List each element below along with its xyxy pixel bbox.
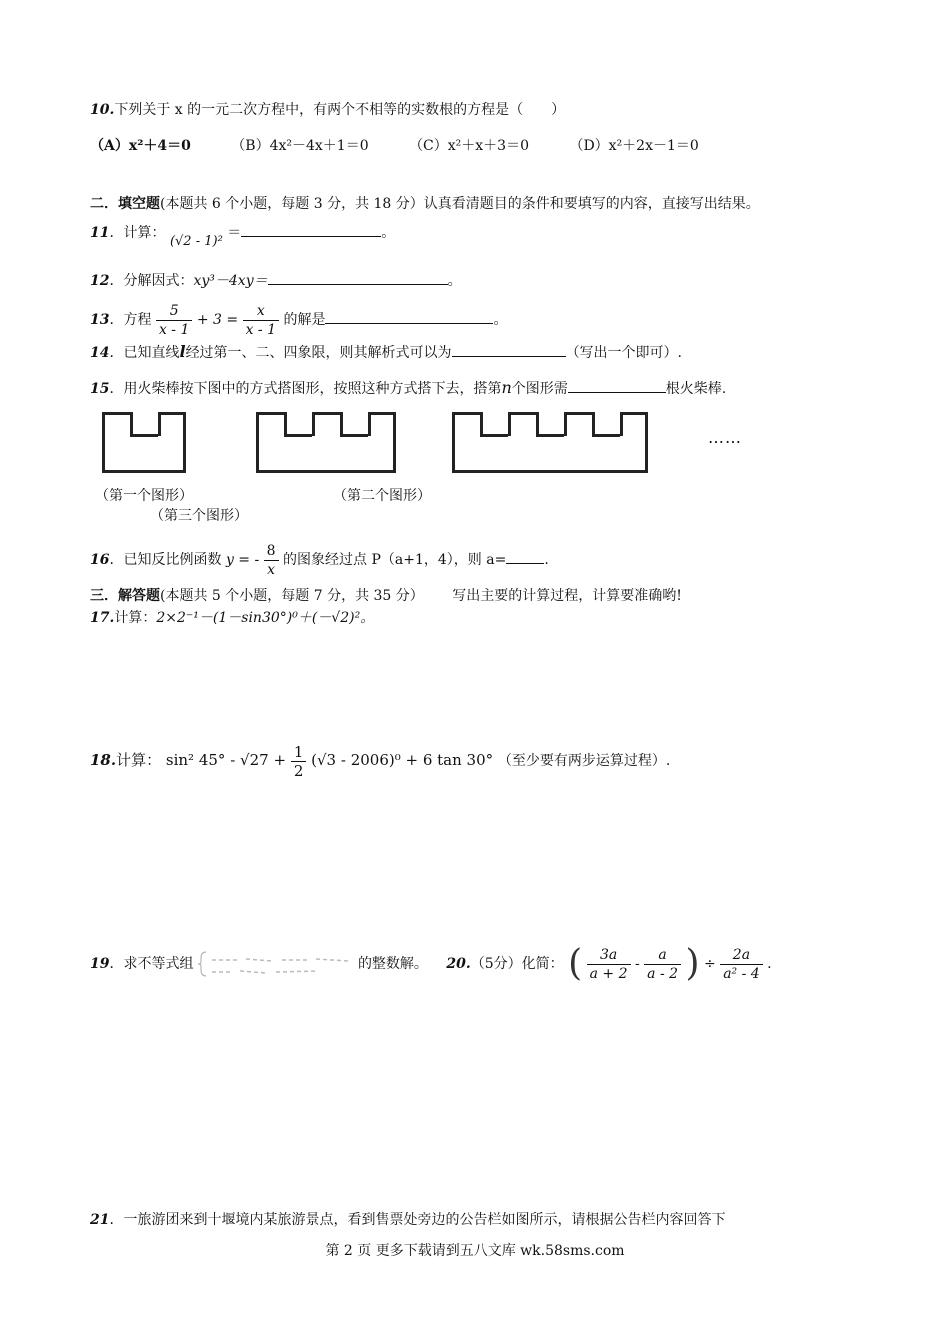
question-text: ．已知直线 [109,345,180,361]
question-text: ．分解因式： [109,273,194,289]
question-text: （5分）化简： [470,956,564,972]
question-number: 14 [90,345,110,361]
math-expression: y = - [225,552,260,568]
matchstick [102,412,130,415]
matchstick [620,412,623,436]
variable: l [179,342,186,361]
math-operator: - [634,956,640,972]
question-19-20 [90,940,772,988]
fraction [264,542,279,579]
question-text: 个图形需 [511,381,568,397]
matchstick [130,434,158,437]
period: 。 [381,225,396,241]
question-text: 的整数解。 [357,956,428,972]
variable: n [501,378,512,397]
section-heading: 二．填空题 [90,196,160,212]
matchstick [256,412,284,415]
question-text: 根火柴棒. [665,381,727,397]
fraction [291,743,307,780]
math-expression: sin² 45° - √27 + [165,751,287,769]
option-c: （C）x²＋x＋3＝0 [409,138,529,154]
denominator: a² - 4 [723,965,760,982]
continuation-dots: …… [708,428,742,447]
question-number: 18. [90,751,117,769]
numerator: 2a [720,946,763,965]
math-expression: (√3 - 2006)⁰ + 6 tan 30° [311,751,494,769]
matchstick [452,412,455,470]
option-d: （D）x²＋2x－1＝0 [569,138,699,154]
section-tip: 写出主要的计算过程，计算要准确哟! [452,588,682,604]
period: . [767,956,772,972]
question-text: ．求不等式组 [109,956,194,972]
numerator: x [243,302,279,321]
section-note: (本题共 6 个小题，每题 3 分，共 18 分）认真看清题目的条件和要填写的内容，直接写出结果。 [160,196,760,212]
numerator: 3a [587,946,631,965]
numerator: a [644,946,681,965]
matchstick [158,412,186,415]
numerator: 5 [156,302,192,321]
question-16 [90,538,549,582]
matchstick-figures [0,0,950,480]
question-21 [90,1210,725,1230]
question-text: ．计算： [109,225,166,241]
matchstick [158,412,161,436]
question-text: ．已知反比例函数 [109,552,222,568]
denominator: a + 2 [589,965,628,982]
denominator: 2 [293,761,304,780]
matchstick [564,412,592,415]
matchstick [368,412,396,415]
matchstick [102,470,186,473]
question-number: 13 [90,312,110,328]
equals-sign: ＝ [227,225,242,241]
question-17 [90,608,374,628]
answer-blank[interactable] [506,549,544,564]
period: 。 [493,312,508,328]
question-number: 11 [90,225,110,241]
denominator: x - 1 [245,321,276,338]
question-number: 12 [90,273,110,289]
matchstick [312,412,340,415]
question-number: 19 [90,956,110,972]
matchstick [645,412,648,470]
question-number: 16 [90,552,110,568]
matchstick [183,412,186,470]
matchstick [284,412,287,436]
matchstick [256,412,259,470]
matchstick [452,470,648,473]
question-text: 经过第一、二、四象限，则其解析式可以为 [185,345,452,361]
matchstick [368,412,371,436]
denominator: x [267,561,276,578]
math-operator: ÷ [704,956,716,972]
matchstick [564,412,567,436]
section-heading: 三．解答题 [90,588,160,604]
matchstick [508,412,511,436]
matchstick [536,434,564,437]
math-expression: xy³－4xy＝ [193,273,268,289]
math-operator: + 3 = [196,312,239,328]
fraction [587,946,631,983]
matchstick [452,412,480,415]
matchstick [620,412,648,415]
matchstick [508,412,536,415]
question-text: 计算： [114,610,157,626]
brace-icon [198,949,358,979]
fraction [720,946,763,983]
left-paren-icon: ( [568,943,583,984]
matchstick [256,470,396,473]
figure-label-3: （第三个图形） [150,508,248,524]
matchstick [592,412,595,436]
matchstick [536,412,539,436]
question-text: 计算： [116,751,162,769]
right-paren-icon: ) [685,943,700,984]
denominator: x - 1 [158,321,190,338]
question-number: 21 [90,1212,110,1228]
matchstick [393,412,396,470]
question-number: 15 [90,381,110,397]
matchstick [312,412,315,436]
denominator: a - 2 [647,965,679,982]
math-expression: (√2 - 1)² [169,234,223,249]
matchstick [130,412,133,436]
inequality-system-image [198,949,358,979]
question-number: 17. [90,610,115,626]
matchstick [480,412,483,436]
matchstick [340,412,343,436]
fraction [644,946,681,983]
period: 。 [447,273,462,289]
option-b: （B）4x²－4x＋1＝0 [231,138,369,154]
numerator: 8 [264,542,279,561]
question-18 [90,738,670,783]
question-stem: 下列关于 x 的一元二次方程中，有两个不相等的实数根的方程是（ ） [114,102,566,118]
matchstick [340,434,368,437]
section-note: (本题共 5 个小题，每题 7 分，共 35 分） [160,588,424,604]
question-text: ．用火柴棒按下图中的方式搭图形，按照这种方式搭下去，搭第 [109,381,502,397]
question-text: 的图象经过点 P（a+1，4），则 a= [283,552,507,568]
matchstick [102,412,105,470]
question-text: （写出一个即可）. [565,345,683,361]
page-footer: 第 2 页 更多下载请到五八文库 wk.58sms.com [325,1243,625,1259]
period: . [544,552,549,568]
matchstick [480,434,508,437]
question-number: 10. [90,102,115,118]
question-text: ．一旅游团来到十堰境内某旅游景点，看到售票处旁边的公告栏如图所示，请根据公告栏内容回答下 [109,1212,726,1228]
question-text: ．方程 [109,312,152,328]
option-a: （A）x²＋4＝0 [90,138,191,154]
math-expression: 2×2⁻¹－(1－sin30°)⁰＋(－√2)²。 [156,610,375,626]
numerator: 1 [291,743,307,762]
figure-label-1: （第一个图形） [95,488,193,504]
matchstick [284,434,312,437]
matchstick [592,434,620,437]
question-text: （至少要有两步运算过程）. [497,753,671,769]
section-3-header [90,586,682,606]
figure-label-2: （第二个图形） [333,488,431,504]
question-number: 20. [446,956,471,972]
question-text: 的解是 [283,312,326,328]
